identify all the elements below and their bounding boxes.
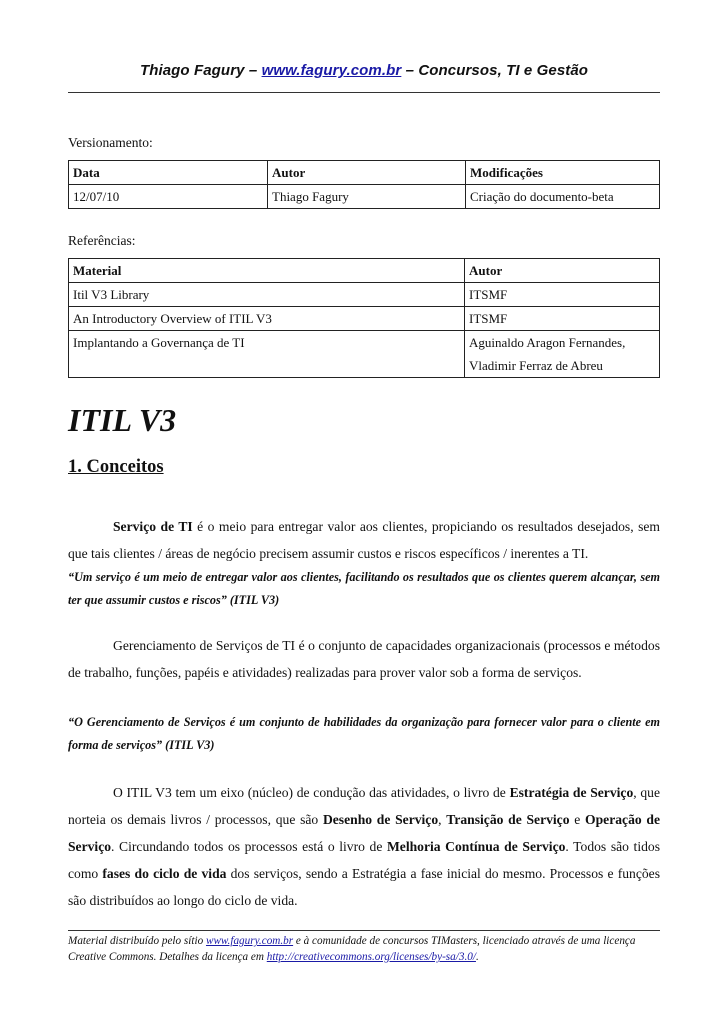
table-cell: ITSMF [465, 283, 660, 307]
paragraph-text: O ITIL V3 tem um eixo (núcleo) de condução das atividades, o livro de [113, 785, 510, 800]
footer-divider [68, 930, 660, 931]
table-cell: 12/07/10 [69, 185, 268, 209]
quote-servico: “Um serviço é um meio de entregar valor aos clientes, facilitando os resultados que os clientes querem alcançar, sem ter que assumir custos e riscos” (ITIL V3) [68, 570, 660, 607]
section-heading: 1. Conceitos [68, 457, 164, 477]
column-header: Data [69, 161, 268, 185]
versioning-table [68, 160, 660, 209]
paragraph-text: e [569, 812, 586, 827]
table-header-row [69, 161, 660, 185]
paragraph-text: , [438, 812, 447, 827]
table-cell: ITSMF [465, 307, 660, 331]
term-bold: Serviço de TI [113, 519, 193, 534]
page-footer [68, 933, 660, 965]
paragraph-text: . Todos são tidos como [68, 839, 660, 881]
table-row [69, 307, 660, 331]
table-row [69, 331, 660, 378]
table-row [69, 283, 660, 307]
table-cell: An Introductory Overview of ITIL V3 [69, 307, 465, 331]
references-table [68, 258, 660, 378]
document-title: ITIL V3 [68, 402, 177, 438]
header-link[interactable]: www.fagury.com.br [261, 62, 402, 79]
author-line: Aguinaldo Aragon Fernandes, [469, 335, 626, 350]
footer-text: . [475, 951, 479, 963]
term-bold: Estratégia de Serviço [509, 785, 634, 800]
references-label: Referências: [68, 233, 136, 248]
table-cell: Itil V3 Library [69, 283, 465, 307]
column-header: Autor [465, 259, 660, 283]
paragraph-ciclo-de-vida [68, 779, 660, 914]
column-header: Modificações [466, 161, 660, 185]
table-cell [465, 331, 660, 378]
table-header-row [69, 259, 660, 283]
column-header: Material [69, 259, 465, 283]
paragraph-text: dos serviços, sendo a Estratégia a fase inicial do mesmo. Processos e funções são distribuídos ao longo do ciclo de vida. [68, 866, 660, 908]
term-bold: Melhoria Contínua de Serviço [386, 839, 566, 854]
header-author: Thiago Fagury – [139, 62, 262, 79]
table-cell: Implantando a Governança de TI [69, 331, 465, 378]
paragraph-text: , que norteia os demais livros / processos, que são [68, 785, 660, 827]
table-cell: Criação do documento-beta [466, 185, 660, 209]
footer-text: Material distribuído pelo sítio [68, 935, 206, 947]
paragraph-text: . Circundando todos os processos está o livro de [111, 839, 387, 854]
term-bold: Operação de Serviço [68, 812, 661, 854]
versioning-label: Versionamento: [68, 135, 153, 150]
column-header: Autor [268, 161, 466, 185]
paragraph-text: é o meio para entregar valor aos clientes, propiciando os resultados desejados, sem que tais clientes / áreas de negócio precisem assumir custos e riscos específicos / inerentes a TI. [68, 519, 660, 561]
paragraph-gerenciamento: Gerenciamento de Serviços de TI é o conjunto de capacidades organizacionais (processos e métodos de trabalho, funções, papéis e atividades) realizadas para prover valor sob a forma de serviços. [68, 638, 660, 680]
footer-text: e à comunidade de concursos TIMasters, licenciado através de uma licença Creative Commons. Detalhes da licença em [68, 935, 636, 963]
footer-license-link[interactable]: http://creativecommons.org/licenses/by-sa/3.0/ [266, 951, 476, 963]
author-line: Vladimir Ferraz de Abreu [469, 358, 603, 373]
header-divider [68, 92, 660, 93]
paragraph-servico [68, 513, 660, 567]
footer-site-link[interactable]: www.fagury.com.br [205, 935, 294, 947]
header-subtitle: – Concursos, TI e Gestão [401, 62, 589, 79]
page-header [68, 62, 660, 79]
quote-gerenciamento: “O Gerenciamento de Serviços é um conjunto de habilidades da organização para fornecer valor para o cliente em forma de serviços” (ITIL V3) [68, 715, 660, 752]
term-bold: Transição de Serviço [446, 812, 570, 827]
table-cell: Thiago Fagury [268, 185, 466, 209]
term-bold: Desenho de Serviço [322, 812, 439, 827]
table-row [69, 185, 660, 209]
term-bold: fases do ciclo de vida [102, 866, 227, 881]
